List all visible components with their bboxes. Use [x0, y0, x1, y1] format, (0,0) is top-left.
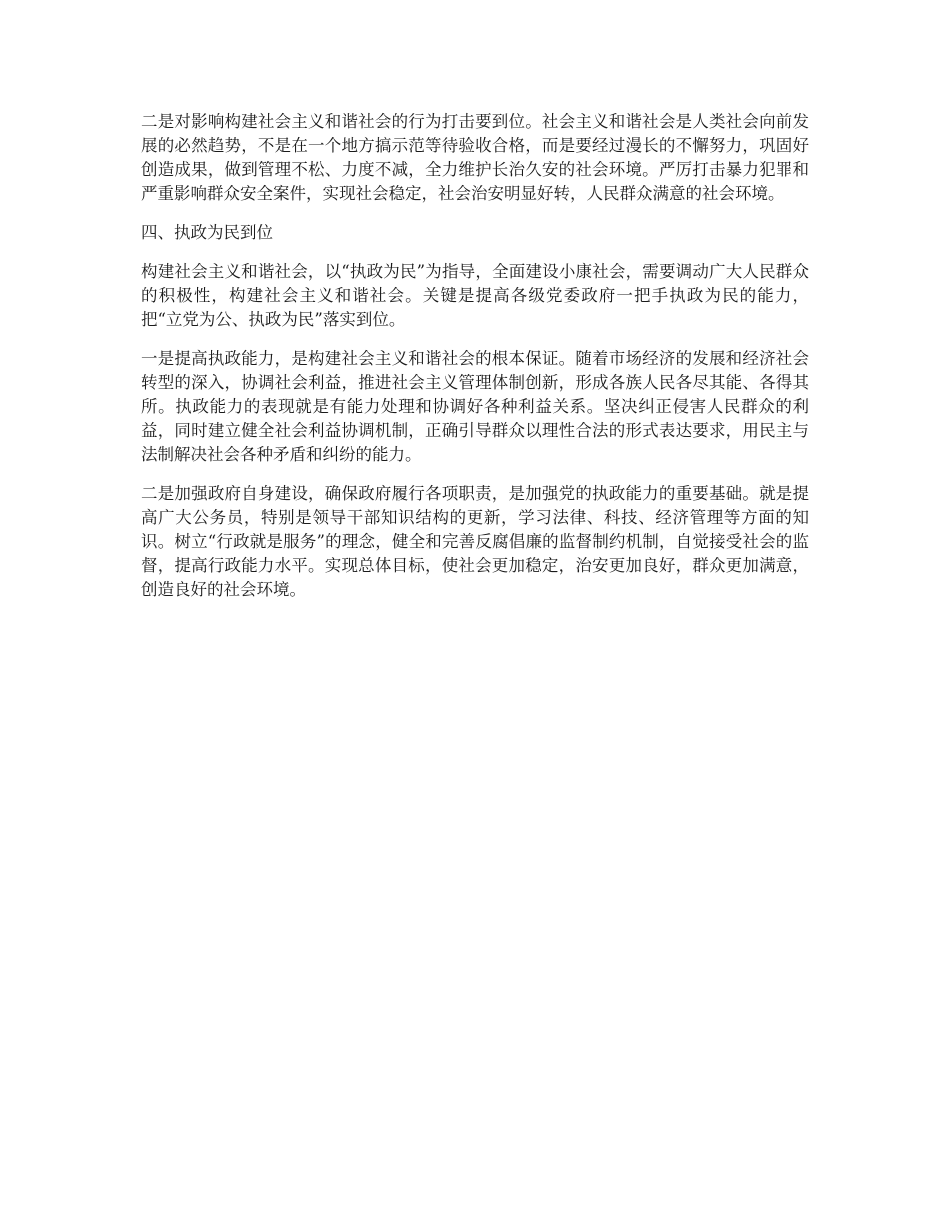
- section-heading: 四、执政为民到位: [141, 223, 273, 242]
- paragraph-crackdown: 二是对影响构建社会主义和谐社会的行为打击要到位。社会主义和谐社会是人类社会向前发展的必然趋势，不是在一个地方搞示范等待验收合格，而是要经过漫长的不懈努力，巩固好创造成果，做到管理不松、力度不减，全力维护长治久安的社会环境。严厉打击暴力犯罪和严重影响群众安全案件，实现社会稳定，社会治安明显好转，人民群众满意的社会环境。: [141, 112, 809, 203]
- paragraph-governing-for-people: 构建社会主义和谐社会，以“执政为民”为指导，全面建设小康社会，需要调动广大人民群众的积极性，构建社会主义和谐社会。关键是提高各级党委政府一把手执政为民的能力，把“立党为公、执政为民”落实到位。: [141, 262, 809, 329]
- paragraph-government-building: 二是加强政府自身建设，确保政府履行各项职责，是加强党的执政能力的重要基础。就是提高广大公务员，特别是领导干部知识结构的更新，学习法律、科技、经济管理等方面的知识。树立“行政就是服务”的理念，健全和完善反腐倡廉的监督制约机制，自觉接受社会的监督，提高行政能力水平。实现总体目标，使社会更加稳定，治安更加良好，群众更加满意，创造良好的社会环境。: [141, 484, 809, 599]
- paragraph-governing-capacity: 一是提高执政能力，是构建社会主义和谐社会的根本保证。随着市场经济的发展和经济社会转型的深入，协调社会利益，推进社会主义管理体制创新，形成各族人民各尽其能、各得其所。执政能力的表现就是有能力处理和协调好各种利益关系。坚决纠正侵害人民群众的利益，同时建立健全社会利益协调机制，正确引导群众以理性合法的形式表达要求，用民主与法制解决社会各种矛盾和纠纷的能力。: [141, 349, 809, 464]
- document-body: [141, 110, 809, 617]
